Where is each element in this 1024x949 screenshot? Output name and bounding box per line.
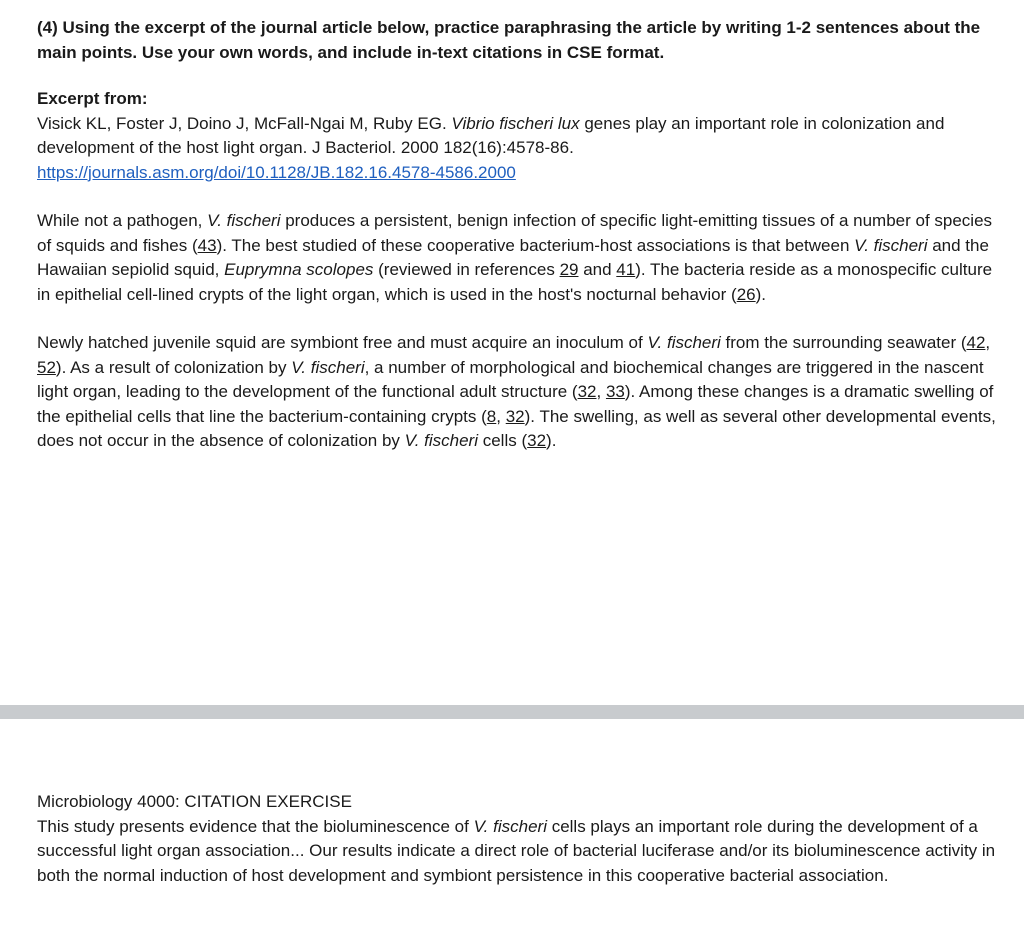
species-name: V. fischeri xyxy=(473,816,547,836)
citation-title-rest: genes play an important role in colonization and development of the host light organ. J Bacteriol. 2000 182(16):4578-86. xyxy=(37,113,945,157)
text-run: ). As a result of colonization by xyxy=(55,357,292,377)
course-title: Microbiology 4000: CITATION EXERCISE xyxy=(37,792,352,811)
text-run: ). Among these changes is a dramatic swelling of the epithelial cells that line the bacterium-containing crypts ( xyxy=(37,382,994,426)
text-run: ). xyxy=(546,431,557,450)
reference-link[interactable]: 42 xyxy=(966,333,986,352)
reference-link[interactable]: 8 xyxy=(486,406,497,426)
exercise-section xyxy=(37,16,997,454)
reference-link[interactable]: 32 xyxy=(527,431,547,450)
doi-link[interactable]: https://journals.asm.org/doi/10.1128/JB.182.16.4578-4586.2000 xyxy=(37,162,516,182)
reference-link[interactable]: 32 xyxy=(577,382,597,401)
excerpt-paragraph-1 xyxy=(37,209,997,307)
text-run: , xyxy=(596,382,606,401)
abstract-excerpt xyxy=(37,815,997,889)
text-run: While not a pathogen, xyxy=(37,211,208,230)
excerpt-paragraph-2 xyxy=(37,331,997,454)
page-divider xyxy=(0,705,1024,719)
text-run: , a number of morphological and biochemical changes are triggered in the nascent light organ, leading to the development of the functional adult structure ( xyxy=(37,357,984,401)
reference-link[interactable]: 43 xyxy=(197,235,217,255)
species-name: V. fischeri xyxy=(647,333,721,352)
citation-authors: Visick KL, Foster J, Doino J, McFall-Ngai M, Ruby EG. xyxy=(37,113,452,133)
text-run: ). The best studied of these cooperative bacterium-host associations is that between xyxy=(216,235,855,255)
reference-link[interactable]: 41 xyxy=(616,260,636,279)
text-run: , xyxy=(496,406,506,426)
text-run: cells plays an important role during the development of a successful light organ association... Our results indicate a direct role of bacterial luciferase and/or its bioluminescence activity in both the normal induction of host development and symbiont persistence in this cooperative bacterial association. xyxy=(37,816,996,885)
reference-link[interactable]: 32 xyxy=(505,406,525,426)
reference-link[interactable]: 26 xyxy=(736,284,756,304)
citation-title-italic: Vibrio fischeri lux xyxy=(451,113,580,133)
text-run: ). The bacteria reside as a monospecific culture in epithelial cell-lined crypts of the light organ, which is used in the host's nocturnal behavior ( xyxy=(37,260,993,304)
text-run: produces a persistent, benign infection of specific light-emitting tissues of a number of species of squids and fishes ( xyxy=(37,211,993,255)
question-prompt: (4) Using the excerpt of the journal article below, practice paraphrasing the article by writing 1-2 sentences about the main points. Use your own words, and include in-text citations in CSE format. xyxy=(37,18,981,62)
text-run: Newly hatched juvenile squid are symbiont free and must acquire an inoculum of xyxy=(37,333,648,352)
text-run: ). xyxy=(755,284,766,304)
excerpt-citation-block xyxy=(37,87,997,185)
text-run: ). The swelling, as well as several other developmental events, does not occur in the absence of colonization by xyxy=(37,406,996,450)
text-run: and the Hawaiian sepiolid squid, xyxy=(37,235,989,279)
text-run: and xyxy=(578,260,617,279)
species-name: V. fischeri xyxy=(291,357,365,377)
reference-citation xyxy=(37,112,997,161)
next-page-section xyxy=(37,790,997,888)
species-name: V. fischeri xyxy=(207,211,281,230)
reference-link[interactable]: 33 xyxy=(605,382,625,401)
species-name: V. fischeri xyxy=(854,235,928,255)
species-name: V. fischeri xyxy=(404,431,478,450)
text-run: , xyxy=(985,333,991,352)
text-run: cells ( xyxy=(478,431,528,450)
reference-link[interactable]: 52 xyxy=(37,357,56,377)
text-run: This study presents evidence that the bioluminescence of xyxy=(37,816,474,836)
excerpt-heading: Excerpt from: xyxy=(37,89,148,108)
text-run: (reviewed in references xyxy=(373,260,560,279)
species-name: Euprymna scolopes xyxy=(224,260,374,279)
reference-link[interactable]: 29 xyxy=(559,260,579,279)
text-run: from the surrounding seawater ( xyxy=(720,333,967,352)
